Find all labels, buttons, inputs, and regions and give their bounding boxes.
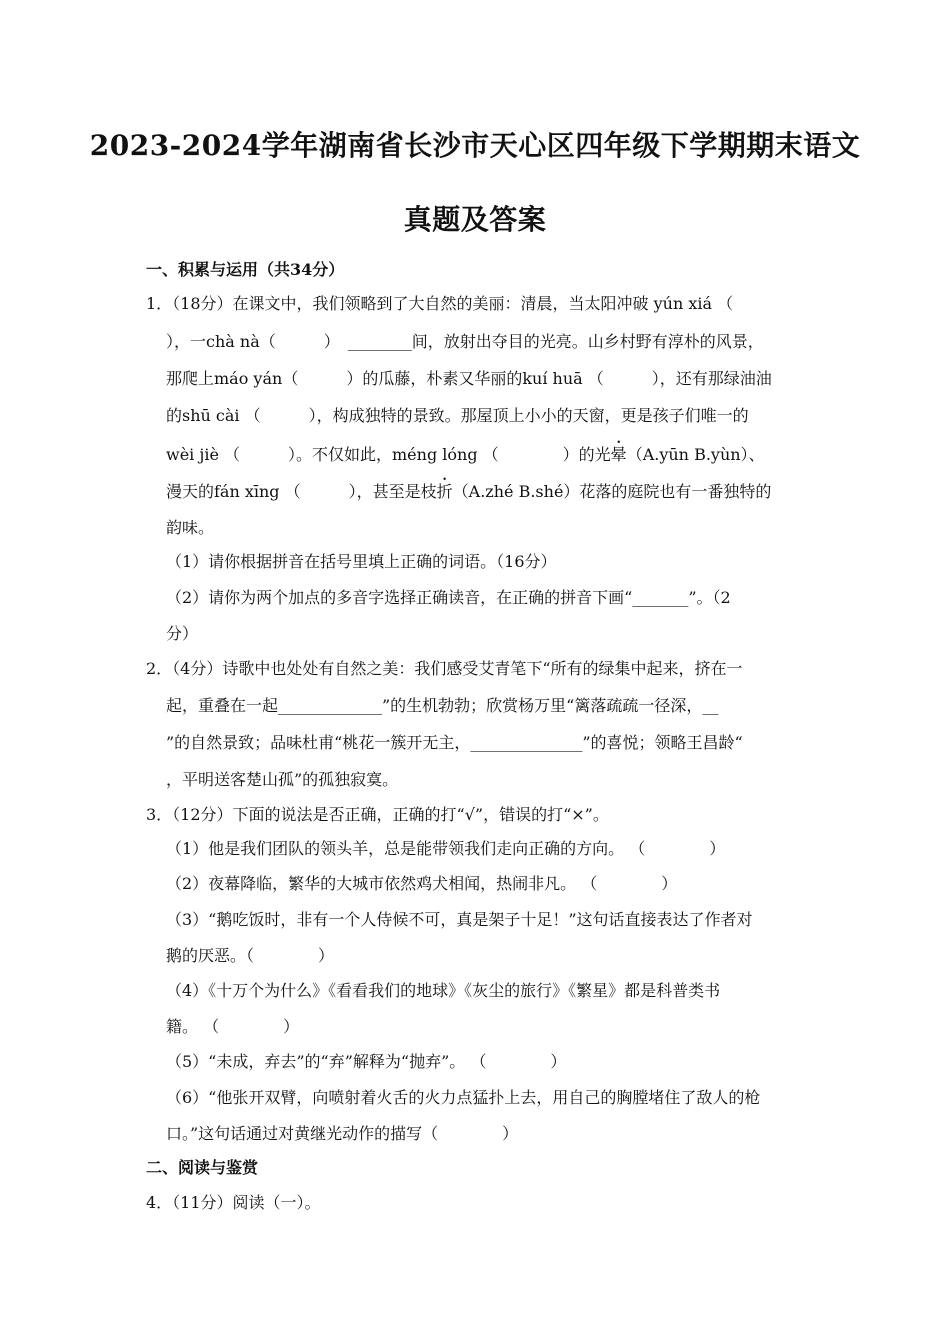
q1-line3: 那爬上máo yán（ ）的瓜藤，朴素又华丽的kuí huā （ ），还有那绿油油: [166, 369, 772, 388]
q1-line6-b: （A.zhé B.shé）花落的庭院也有一番独特的: [452, 482, 772, 501]
q1-line7: 韵味。: [166, 518, 215, 537]
q1-line6-a: 漫天的fán xīng （ ），甚至是枝: [166, 482, 437, 501]
q1-line6: [166, 482, 771, 502]
q2-line4: ，平明送客楚山孤”的孤独寂寞。: [166, 770, 399, 789]
q3-item2: （2）夜幕降临，繁华的大城市依然鸡犬相闻，热闹非凡。 （ ）: [166, 874, 678, 893]
q1-line1: 1．（18分）在课文中，我们领略到了大自然的美丽：清晨，当太阳冲破 yún xiá （: [146, 294, 734, 313]
q3-item1: （1）他是我们团队的领头羊，总是能带领我们走向正确的方向。 （ ）: [166, 839, 726, 858]
q3-line1: 3．（12分）下面的说法是否正确，正确的打“√”，错误的打“×”。: [146, 805, 609, 824]
q3-item5: （5）“未成，弃去”的“弃”解释为“抛弃”。 （ ）: [166, 1052, 567, 1071]
q1-sub2-line1: （2）请你为两个加点的多音字选择正确读音，在正确的拼音下画“_______”。（2: [166, 588, 731, 607]
section-heading-1: 一、积累与运用（共34分）: [146, 260, 345, 279]
q1-line5-a: wèi jiè （ ）。不仅如此，méng lóng （ ）的光: [166, 445, 611, 464]
q2-line2: 起，重叠在一起_____________”的生机勃勃；欣赏杨万里“篱落疏疏一径深，__: [166, 696, 719, 715]
dotted-char-zhe: 折: [436, 482, 453, 501]
q4-line1: 4．（11分）阅读（一）。: [146, 1193, 321, 1212]
q1-line5: [166, 445, 765, 465]
doc-title-line1: 2023-2024学年湖南省长沙市天心区四年级下学期期末语文: [89, 129, 861, 162]
doc-title-line2: 真题及答案: [403, 203, 547, 236]
q3-item6-line2: 口。”这句话通过对黄继光动作的描写（ ）: [166, 1124, 519, 1143]
q1-line5-b: （A.yūn B.yùn）、: [626, 445, 765, 464]
q1-sub2-line2: 分）: [166, 624, 199, 643]
section-heading-2: 二、阅读与鉴赏: [146, 1158, 259, 1177]
q2-line3: ”的自然景致；品味杜甫“桃花一簇开无主，______________”的喜悦；领略王昌龄“: [166, 733, 743, 752]
q1-sub1: （1）请你根据拼音在括号里填上正确的词语。（16分）: [166, 552, 557, 571]
q1-line4: 的shū cài （ ），构成独特的景致。那屋顶上小小的天窗，更是孩子们唯一的: [166, 406, 749, 425]
dotted-char-yun: 晕: [610, 445, 627, 464]
q3-item4-line1: （4）《十万个为什么》《看看我们的地球》《灰尘的旅行》《繁星》都是科普类书: [166, 981, 721, 1000]
q2-line1: 2．（4分）诗歌中也处处有自然之美：我们感受艾青笔下“所有的绿集中起来，挤在一: [146, 659, 743, 678]
q3-item4-line2: 籍。 （ ）: [166, 1017, 300, 1036]
q3-item3-line2: 鹅的厌恶。（ ）: [166, 946, 335, 965]
q3-item6-line1: （6）“他张开双臂，向喷射着火舌的火力点猛扑上去，用自己的胸膛堵住了敌人的枪: [166, 1088, 761, 1107]
q1-line2: ），一chà nà（ ） ________间，放射出夺目的光亮。山乡村野有淳朴的风景，: [166, 332, 764, 351]
q3-item3-line1: （3）“鹅吃饭时，非有一个人侍候不可，真是架子十足！”这句话直接表达了作者对: [166, 910, 753, 929]
